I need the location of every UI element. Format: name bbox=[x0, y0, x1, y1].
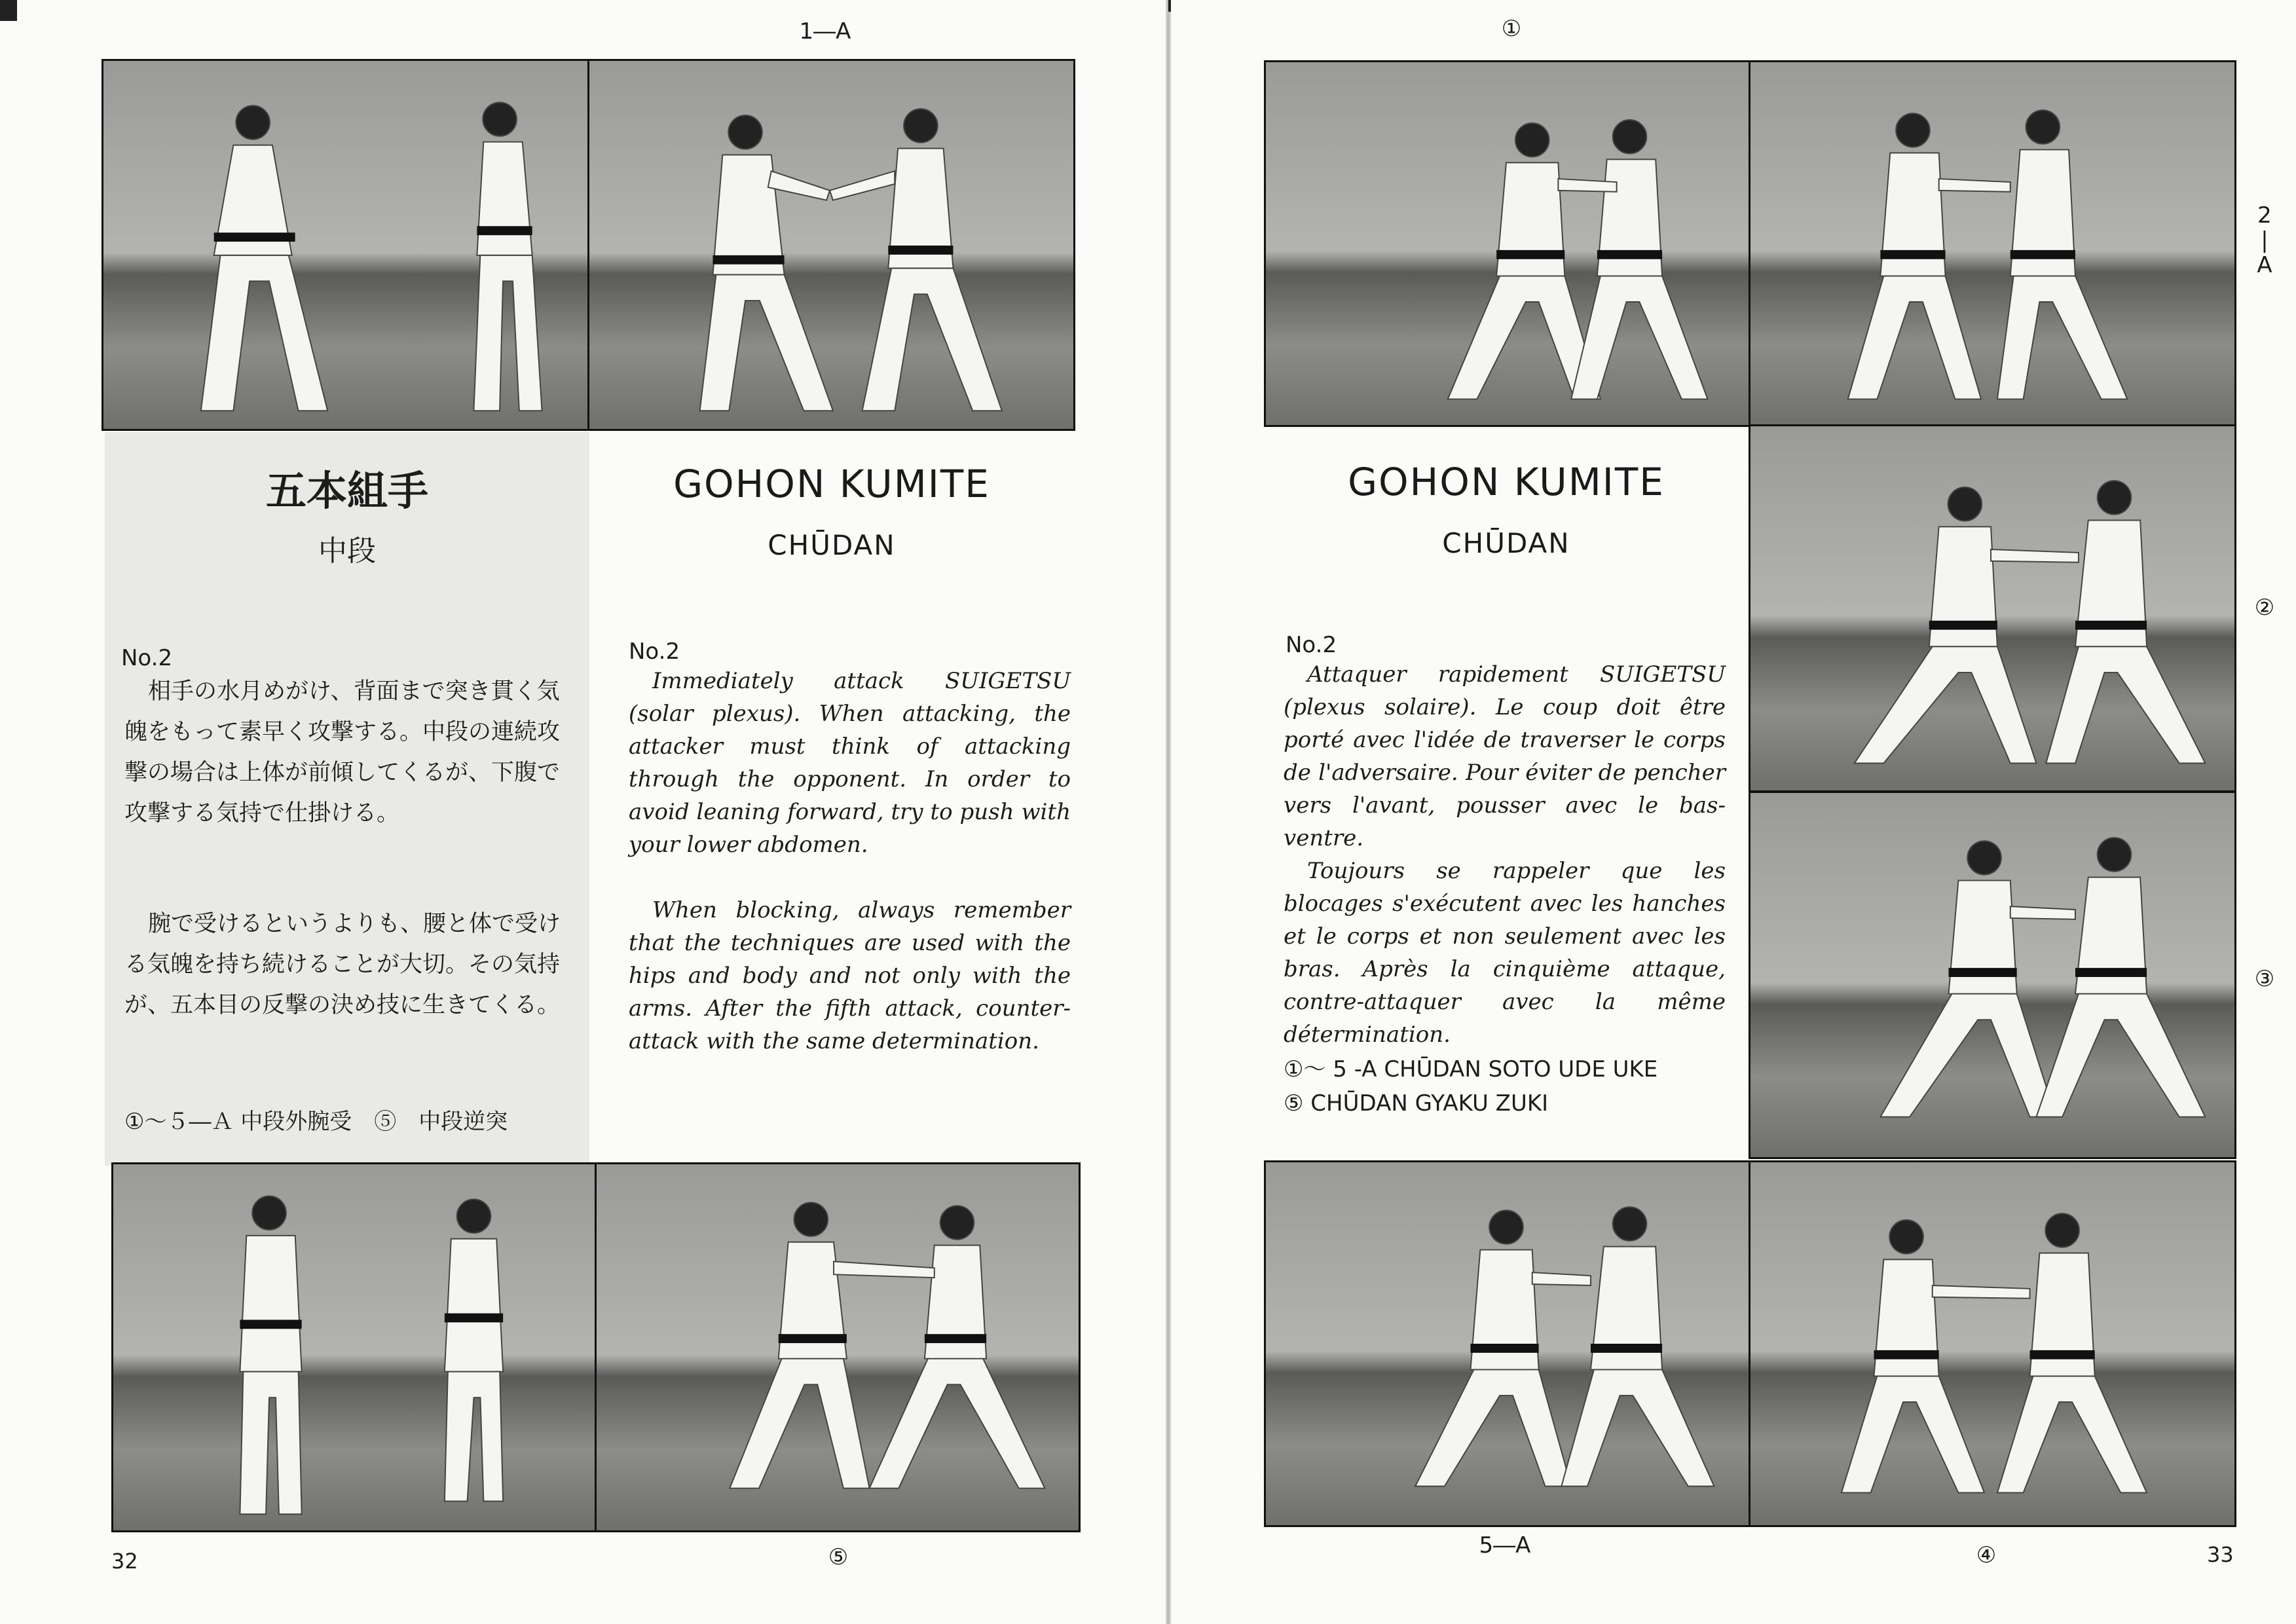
en-number: No.2 bbox=[629, 638, 680, 665]
photo-left-top-1 bbox=[102, 59, 589, 431]
corner-mark bbox=[0, 0, 17, 21]
photo-right-2 bbox=[1749, 424, 2236, 792]
en-paragraph-1: Immediately attack SUIGETSU (solar plexus). When attacking, the attacker must think of attacking through the opponent. In order to avoid leaning forward, try to push with your lower abdomen. bbox=[629, 668, 1071, 858]
fr-paragraph-1: Attaquer rapidement SUIGETSU (plexus solaire). Le coup doit être porté avec l'idée de traverser le corps de l'adversaire. Pour éviter de pencher vers l'avant, pousser avec le bas-ventre. bbox=[1284, 661, 1726, 851]
photo-left-top-2 bbox=[587, 59, 1075, 431]
right-page bbox=[1171, 0, 2296, 1624]
fr-paragraph-2: Toujours se rappeler que les blocages s'exécutent avec les hanches et le corps et non seulement avec les bras. Après la cinquième attaque, contre-attaquer avec la même détermination. bbox=[1284, 858, 1726, 1048]
en-paragraph-2: When blocking, always remember that the techniques are used with the hips and body and not only with the arms. After the fifth attack, counter-attack with the same determination. bbox=[629, 897, 1071, 1054]
left-bottom-marker: ⑤ bbox=[828, 1544, 849, 1570]
photo-left-bottom-2 bbox=[595, 1162, 1081, 1532]
side-marker-2a-bar: | bbox=[2261, 227, 2268, 253]
jp-number: No.2 bbox=[121, 645, 173, 671]
left-top-marker: 1―A bbox=[799, 18, 851, 45]
photo-right-3 bbox=[1749, 791, 2236, 1159]
photo-right-bottom-2 bbox=[1749, 1160, 2236, 1527]
jp-technique: ①〜５―Ａ 中段外腕受 ⑤ 中段逆突 bbox=[124, 1109, 508, 1135]
right-bottom-marker-4: ④ bbox=[1976, 1542, 1997, 1568]
side-marker-3: ③ bbox=[2254, 966, 2275, 992]
photo-left-bottom-1 bbox=[111, 1162, 597, 1532]
gutter bbox=[1166, 0, 1171, 1624]
en-subtitle: CHŪDAN bbox=[768, 529, 896, 561]
side-marker-2a-letter: A bbox=[2257, 252, 2272, 278]
right-page-number: 33 bbox=[2207, 1542, 2234, 1567]
fr-title: GOHON KUMITE bbox=[1348, 460, 1665, 504]
side-marker-2a bbox=[2251, 203, 2278, 278]
photo-strip-underline bbox=[102, 429, 1075, 431]
en-title: GOHON KUMITE bbox=[673, 462, 990, 506]
side-marker-2a-num: 2 bbox=[2257, 202, 2272, 229]
side-marker-2: ② bbox=[2254, 595, 2275, 621]
jp-paragraph-1: 相手の水月めがけ、背面まで突き貫く気魄をもって素早く攻撃する。中段の連続攻撃の場合は上体が前傾してくるが、下腹で攻撃する気持で仕掛ける。 bbox=[124, 678, 561, 826]
right-top-marker: ① bbox=[1501, 16, 1522, 42]
jp-subtitle: 中段 bbox=[318, 534, 376, 568]
technique-line-2: ⑤ CHŪDAN GYAKU ZUKI bbox=[1284, 1090, 1549, 1116]
fr-number: No.2 bbox=[1286, 632, 1337, 658]
fr-subtitle: CHŪDAN bbox=[1442, 527, 1570, 559]
photo-right-top-1 bbox=[1264, 60, 1752, 427]
jp-paragraph-2: 腕で受けるというよりも、腰と体で受ける気魄を持ち続けることが大切。その気持が、五本目の反撃の決め技に生きてくる。 bbox=[124, 911, 561, 1018]
right-bottom-marker-5a: 5―A bbox=[1479, 1532, 1531, 1559]
photo-right-top-2 bbox=[1749, 60, 2236, 427]
left-page-number: 32 bbox=[111, 1549, 138, 1574]
jp-title: 五本組手 bbox=[265, 467, 428, 515]
photo-right-bottom-1 bbox=[1264, 1160, 1752, 1527]
technique-line-1: ①～ 5 -A CHŪDAN SOTO UDE UKE bbox=[1284, 1056, 1658, 1082]
